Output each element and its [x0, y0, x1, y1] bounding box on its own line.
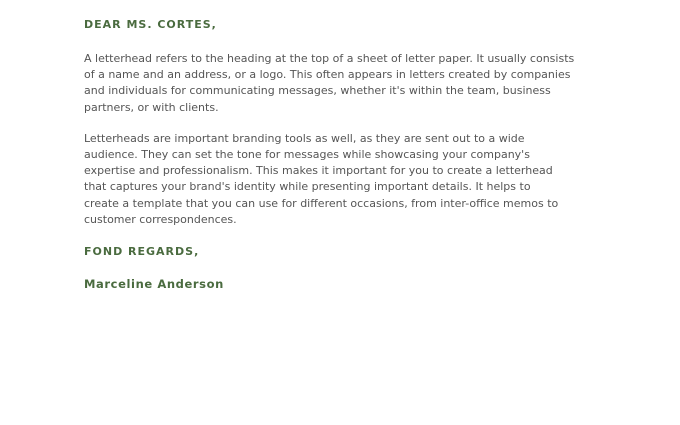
paragraph-1-line-4: partners, or with clients. — [84, 100, 219, 114]
paragraph-1 — [84, 51, 624, 116]
paragraph-2-line-4: that captures your brand's identity while presenting important details. It helps to — [84, 180, 531, 194]
signature: Marceline Anderson — [84, 277, 224, 292]
paragraph-2-line-6: customer correspondences. — [84, 212, 237, 226]
salutation: DEAR MS. CORTES, — [84, 18, 217, 31]
paragraph-2 — [84, 131, 624, 228]
paragraph-2-line-3: expertise and professionalism. This makes it important for you to create a letterhead — [84, 164, 553, 178]
paragraph-2-line-5: create a template that you can use for different occasions, from inter-office memos to — [84, 196, 559, 210]
paragraph-1-line-2: of a name and an address, or a logo. This often appears in letters created by companies — [84, 68, 571, 82]
paragraph-2-line-1: Letterheads are important branding tools as well, as they are sent out to a wide — [84, 131, 525, 145]
paragraph-1-line-3: and individuals for communicating messages, whether it's within the team, business — [84, 84, 551, 98]
closing: FOND REGARDS, — [84, 245, 200, 259]
letter-body — [84, 14, 624, 295]
paragraph-2-line-2: audience. They can set the tone for messages while showcasing your company's — [84, 148, 530, 162]
paragraph-1-line-1: A letterhead refers to the heading at the top of a sheet of letter paper. It usually consists — [84, 52, 575, 65]
